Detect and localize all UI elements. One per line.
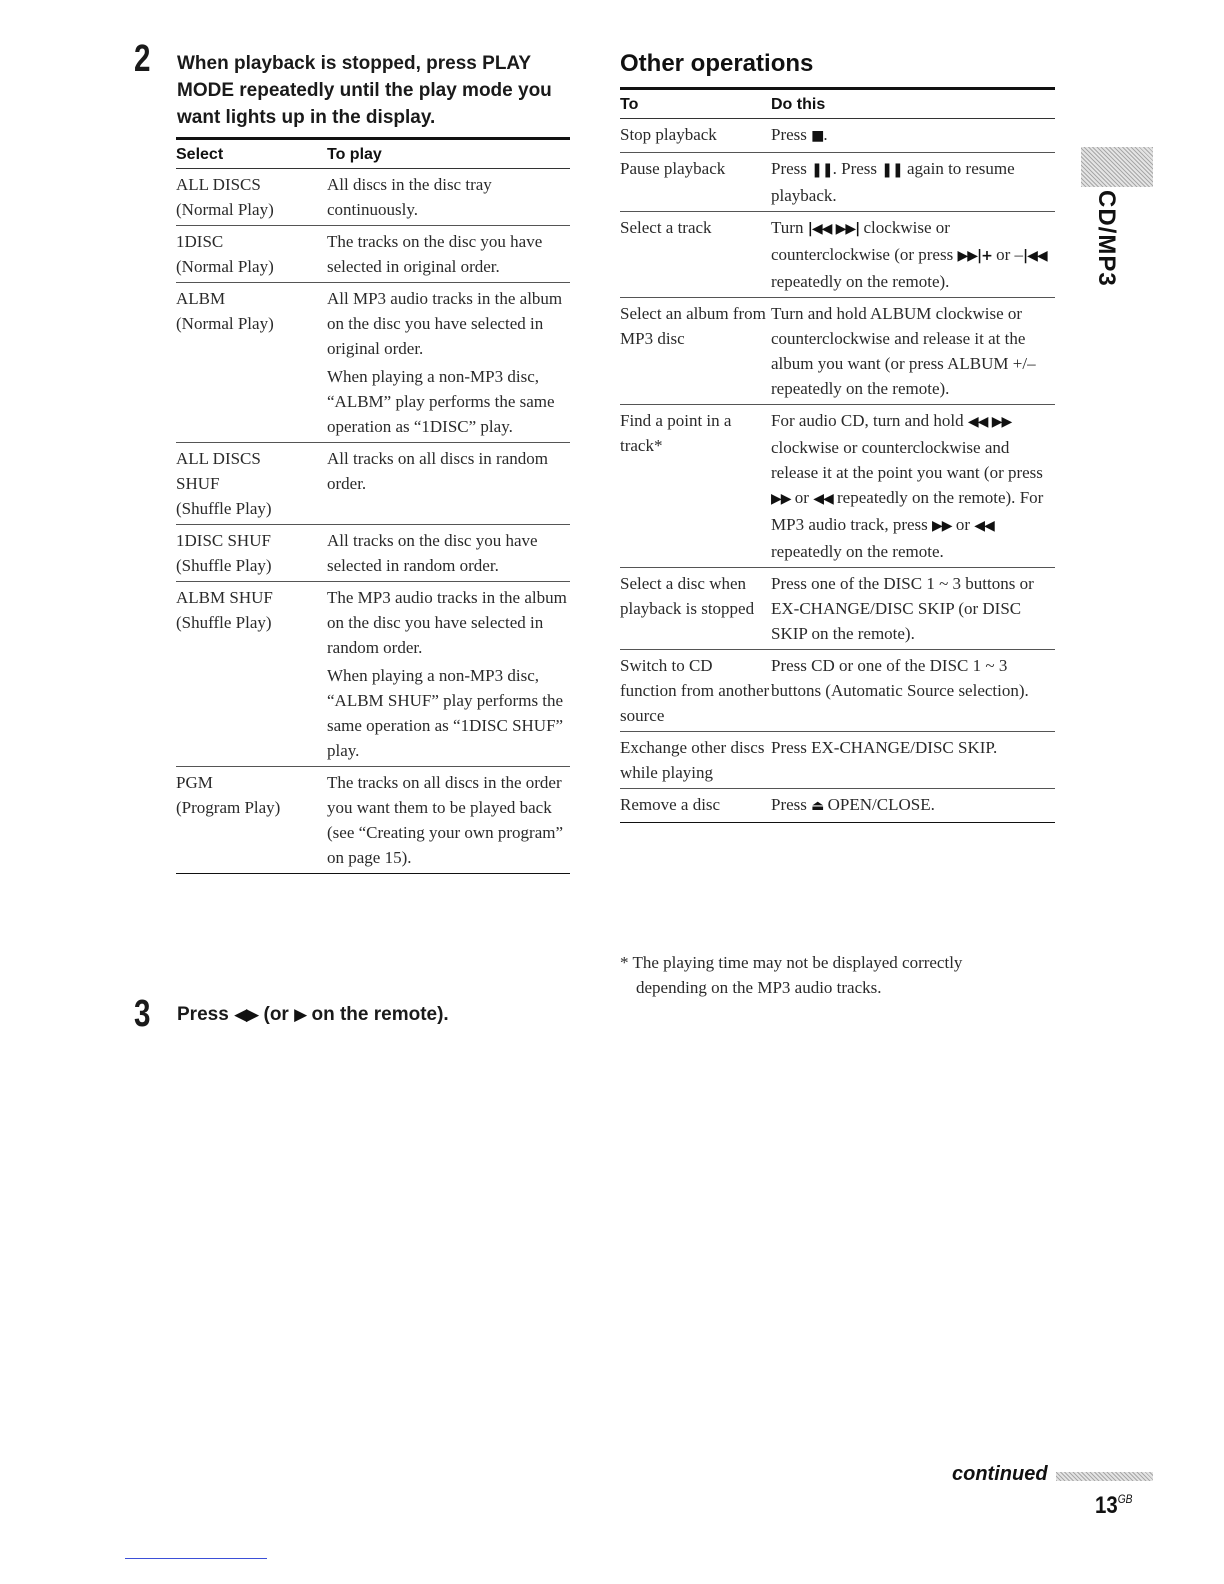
to-play-cell <box>327 226 570 283</box>
continued-label: continued <box>952 1463 1048 1485</box>
table-row <box>620 212 1055 298</box>
to-play-text: The tracks on all discs in the order you want them to be played back (see “Creating your own program” on page 15). <box>327 773 564 867</box>
select-line: (Normal Play) <box>176 200 274 219</box>
to-play-text: All discs in the disc tray continuously. <box>327 175 492 219</box>
select-cell <box>176 283 327 443</box>
table-row <box>620 298 1055 405</box>
to-cell: Pause playback <box>620 159 726 178</box>
select-cell <box>176 767 327 874</box>
fast-forward-icon: ▶▶ <box>771 491 791 507</box>
table-row <box>176 169 570 226</box>
table-row <box>176 582 570 767</box>
step-3-rest: on the remote). <box>311 1004 449 1025</box>
do-this-cell: Turn and hold ALBUM clockwise or counterclockwise and release it at the album you want (or press ALBUM +/– repeatedly on the remote). <box>771 304 1036 398</box>
do-this-cell <box>771 153 1055 212</box>
previous-track-icon: |◀◀ <box>1023 248 1047 264</box>
to-cell: Stop playback <box>620 125 717 144</box>
do-this-cell: Press CD or one of the DISC 1 ~ 3 buttons (Automatic Source selection). <box>771 656 1029 700</box>
table-row <box>620 119 1055 153</box>
select-line: SHUF <box>176 474 220 493</box>
select-cell <box>176 443 327 525</box>
select-line: ALL DISCS <box>176 175 261 194</box>
select-line: (Shuffle Play) <box>176 556 272 575</box>
select-cell <box>176 169 327 226</box>
do-this-cell: Press one of the DISC 1 ~ 3 buttons or EX-CHANGE/DISC SKIP (or DISC SKIP on the remote). <box>771 574 1034 643</box>
to-play-cell <box>327 582 570 767</box>
rewind-icon: ◀◀ <box>813 491 833 507</box>
select-line: 1DISC SHUF <box>176 531 271 550</box>
section-tab-text: CD/MP3 <box>1093 190 1120 287</box>
step-3-instruction <box>177 1001 597 1029</box>
stop-icon: ■ <box>811 128 824 144</box>
text: again to resume playback. <box>771 159 1015 205</box>
do-this-cell <box>771 212 1055 298</box>
section-tab-label <box>1093 190 1128 300</box>
text: repeatedly on the remote). <box>837 488 1016 507</box>
text: clockwise or counterclockwise (or press <box>771 218 954 264</box>
select-line: (Shuffle Play) <box>176 613 272 632</box>
continued-bar <box>1056 1472 1153 1481</box>
page-number <box>1095 1492 1132 1520</box>
select-line: ALL DISCS <box>176 449 261 468</box>
do-this-cell <box>771 789 1055 823</box>
to-cell: Select an album from MP3 disc <box>620 304 766 348</box>
text: clockwise or counterclockwise and release it at the point you want (or press <box>771 438 1043 482</box>
do-this-cell <box>771 119 1055 153</box>
page-number-suffix: GB <box>1117 1492 1133 1506</box>
text: or <box>794 488 809 507</box>
to-cell: Switch to CD function from another source <box>620 656 770 725</box>
other-operations-table <box>620 87 1055 823</box>
table-row <box>176 525 570 582</box>
pause-icon: ❚❚ <box>811 162 833 178</box>
table-row <box>620 650 1055 732</box>
to-play-cell <box>327 169 570 226</box>
table-row <box>620 789 1055 823</box>
text: OPEN/CLOSE. <box>827 795 935 814</box>
select-line: (Normal Play) <box>176 314 274 333</box>
table-row <box>620 405 1055 568</box>
rewind-icon: ◀◀ <box>967 414 988 430</box>
table-header-row <box>620 89 1055 119</box>
other-operations-heading: Other operations <box>620 50 814 77</box>
text: Press <box>771 159 807 178</box>
footnote <box>620 950 1060 1000</box>
header-to-play: To play <box>327 146 382 163</box>
table-header-row <box>176 139 570 169</box>
select-cell <box>176 582 327 767</box>
table-row <box>176 283 570 443</box>
step-3-paren: (or <box>263 1004 289 1025</box>
text: . Press <box>832 159 878 178</box>
header-select: Select <box>176 146 224 163</box>
table-row <box>620 568 1055 650</box>
select-cell <box>176 525 327 582</box>
to-play-cell <box>327 283 570 443</box>
text: For MP3 audio track, press <box>771 488 1044 534</box>
to-play-cell <box>327 443 570 525</box>
table-row <box>620 732 1055 789</box>
to-cell: Exchange other discs while playing <box>620 738 765 782</box>
to-cell: Find a point in a track* <box>620 411 732 455</box>
page-number-value: 13 <box>1095 1492 1118 1519</box>
step-2-number: 2 <box>134 38 151 80</box>
step-3-number: 3 <box>134 993 151 1035</box>
step-3-press: Press <box>177 1004 229 1025</box>
select-line: ALBM SHUF <box>176 588 273 607</box>
text: Press <box>771 795 807 814</box>
next-track-icon: ▶▶| <box>835 221 860 237</box>
text: repeatedly on the remote). <box>771 272 950 291</box>
to-play-cell <box>327 767 570 874</box>
to-play-cell <box>327 525 570 582</box>
section-tab-marker <box>1081 147 1153 187</box>
play-icon: ▶ <box>294 1005 307 1025</box>
do-this-cell: Press EX-CHANGE/DISC SKIP. <box>771 738 998 757</box>
to-cell: Remove a disc <box>620 795 721 814</box>
next-track-plus-icon: ▶▶|+ <box>957 248 992 264</box>
to-play-text: All tracks on all discs in random order. <box>327 449 548 493</box>
table-row <box>620 153 1055 212</box>
to-cell: Select a track <box>620 218 712 237</box>
previous-track-icon: |◀◀ <box>807 221 832 237</box>
footnote-line-2: depending on the MP3 audio tracks. <box>636 978 882 997</box>
text: or – <box>996 245 1024 264</box>
header-do-this: Do this <box>771 96 826 113</box>
fast-forward-icon: ▶▶ <box>932 518 952 534</box>
text: or <box>955 515 970 534</box>
to-play-text: All MP3 audio tracks in the album on the disc you have selected in original order. <box>327 289 563 358</box>
select-line: PGM <box>176 773 213 792</box>
select-line: (Normal Play) <box>176 257 274 276</box>
to-play-text: The MP3 audio tracks in the album on the disc you have selected in random order. <box>327 588 567 657</box>
select-line: 1DISC <box>176 232 224 251</box>
to-play-note: When playing a non-MP3 disc, “ALBM” play performs the same operation as “1DISC” play. <box>327 367 555 436</box>
to-play-note: When playing a non-MP3 disc, “ALBM SHUF” play performs the same operation as “1DISC SHUF” play. <box>327 666 564 760</box>
table-row <box>176 226 570 283</box>
footnote-line-1: * The playing time may not be displayed correctly <box>620 953 963 972</box>
play-mode-table <box>176 137 570 874</box>
text: For audio CD, turn and hold <box>771 411 964 430</box>
pause-icon: ❚❚ <box>881 162 903 178</box>
text: Press <box>771 125 807 144</box>
select-cell <box>176 226 327 283</box>
fast-forward-icon: ▶▶ <box>991 414 1012 430</box>
header-to: To <box>620 96 639 113</box>
text: repeatedly on the remote. <box>771 542 944 561</box>
to-cell: Select a disc when playback is stopped <box>620 574 755 618</box>
play-pause-icon: ◀▶ <box>234 1005 259 1025</box>
table-row <box>176 443 570 525</box>
select-line: (Program Play) <box>176 798 281 817</box>
select-line: (Shuffle Play) <box>176 499 272 518</box>
select-line: ALBM <box>176 289 226 308</box>
text: Turn <box>771 218 804 237</box>
step-2-instruction: When playback is stopped, press PLAY MODE repeatedly until the play mode you want lights up in the display. <box>177 53 552 128</box>
do-this-cell <box>771 405 1055 568</box>
bottom-rule <box>125 1558 267 1559</box>
rewind-icon: ◀◀ <box>974 518 994 534</box>
to-play-text: All tracks on the disc you have selected in random order. <box>327 531 538 575</box>
text: . <box>823 125 828 144</box>
eject-icon: ⏏ <box>811 798 824 814</box>
table-row <box>176 767 570 874</box>
to-play-text: The tracks on the disc you have selected in original order. <box>327 232 543 276</box>
